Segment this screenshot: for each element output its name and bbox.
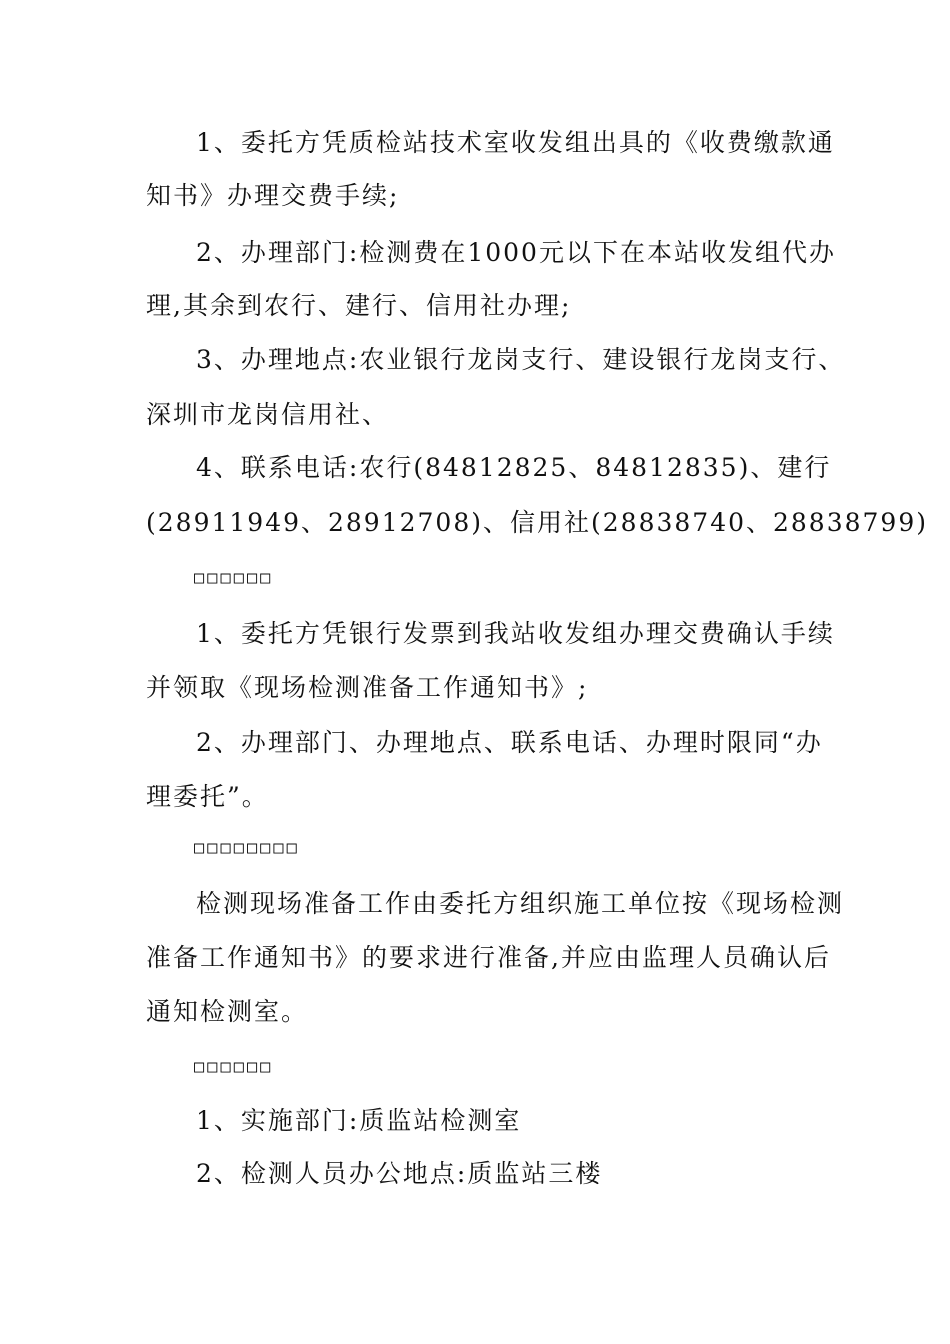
fee-payment-item-3-line-1: 3、办理地点:农业银行龙岗支行、建设银行龙岗支行、 (196, 345, 846, 374)
fee-confirmation-item-2-line-1: 2、办理部门、办理地点、联系电话、办理时限同“办 (196, 728, 823, 757)
fee-payment-item-1-line-2: 知书》办理交费手续; (146, 181, 400, 210)
site-preparation-line-3: 通知检测室。 (146, 997, 309, 1026)
site-preparation-line-2: 准备工作通知书》的要求进行准备,并应由监理人员确认后 (146, 943, 831, 972)
implementation-item-2: 2、检测人员办公地点:质监站三楼 (196, 1159, 603, 1188)
fee-payment-item-2-line-2: 理,其余到农行、建行、信用社办理; (146, 291, 572, 320)
site-preparation-heading: □□□□□□□□ (194, 838, 300, 858)
implementation-heading: □□□□□□ (194, 1057, 274, 1077)
fee-confirmation-item-2-line-2: 理委托”。 (146, 782, 269, 811)
implementation-item-1: 1、实施部门:质监站检测室 (196, 1106, 522, 1135)
fee-payment-item-3-line-2: 深圳市龙岗信用社、 (146, 400, 390, 429)
site-preparation-line-1: 检测现场准备工作由委托方组织施工单位按《现场检测 (196, 889, 845, 918)
fee-payment-item-1-line-1: 1、委托方凭质检站技术室收发组出具的《收费缴款通 (196, 128, 835, 157)
fee-payment-item-4-line-2: (28911949、28912708)、信用社(28838740、28838799) (146, 508, 928, 537)
fee-payment-item-4-line-1: 4、联系电话:农行(84812825、84812835)、建行 (196, 453, 832, 482)
fee-confirmation-item-1-line-2: 并领取《现场检测准备工作通知书》; (146, 673, 589, 702)
fee-payment-item-2-line-1: 2、办理部门:检测费在1000元以下在本站收发组代办 (196, 238, 836, 267)
fee-confirmation-heading: □□□□□□ (194, 568, 274, 588)
fee-confirmation-item-1-line-1: 1、委托方凭银行发票到我站收发组办理交费确认手续 (196, 619, 835, 648)
